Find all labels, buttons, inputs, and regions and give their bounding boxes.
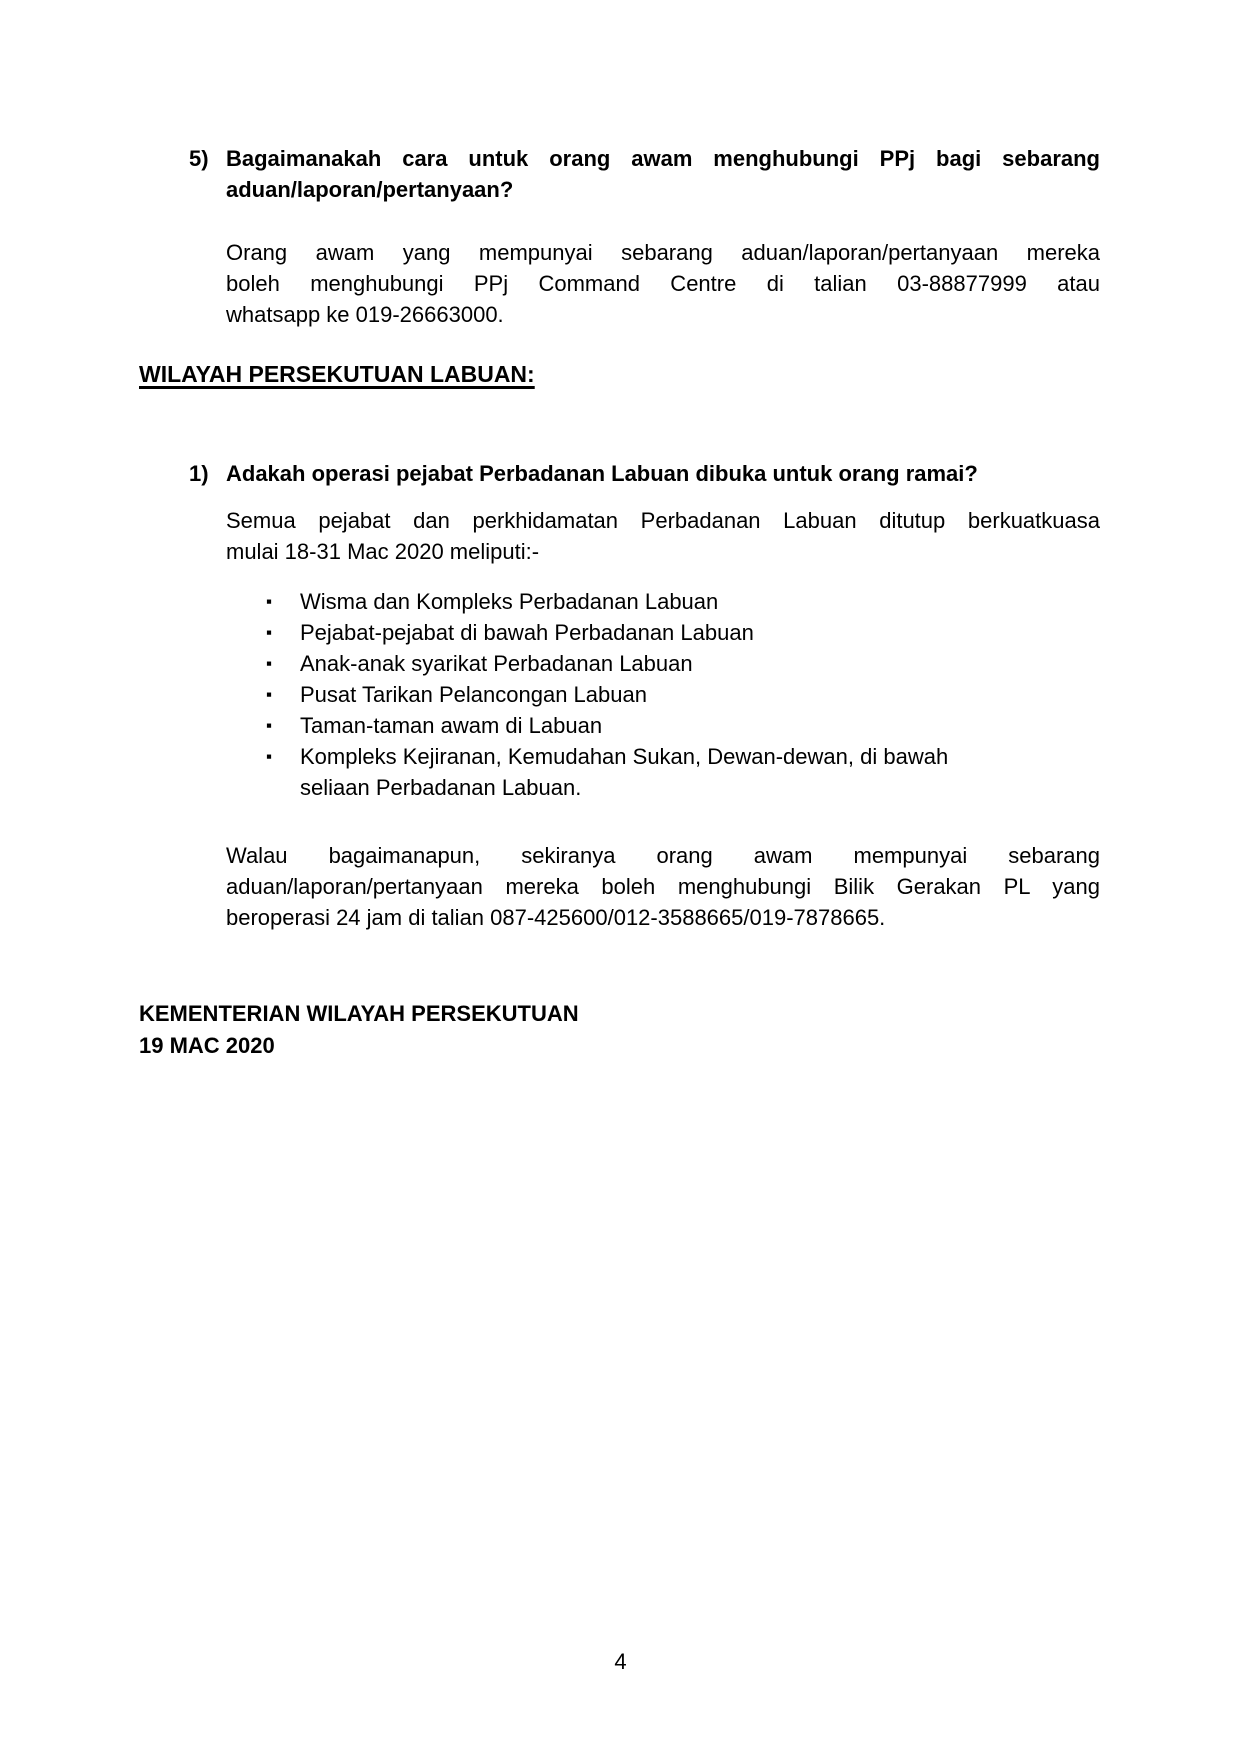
answer-paragraph-5 xyxy=(226,237,1100,330)
square-bullet-icon: ▪ xyxy=(266,623,273,642)
text-line: Taman-taman awam di Labuan xyxy=(300,713,603,738)
question-5-number: 5) xyxy=(189,146,209,171)
square-bullet-icon: ▪ xyxy=(266,592,273,611)
square-bullet-icon: ▪ xyxy=(266,654,273,673)
question-item-5 xyxy=(189,143,1100,205)
list-item-text xyxy=(300,617,1100,648)
text-line: beroperasi 24 jam di talian 087-425600/012-3588665/019-7878665. xyxy=(226,905,886,930)
text-line: Orang awam yang mempunyai sebarang aduan/laporan/pertanyaan mereka xyxy=(226,240,1100,265)
text-line: mulai 18-31 Mac 2020 meliputi:- xyxy=(226,539,540,564)
list-item-text xyxy=(300,710,1100,741)
text-line: Walau bagaimanapun, sekiranya orang awam mempunyai sebarang xyxy=(226,843,1100,868)
text-line: Pusat Tarikan Pelancongan Labuan xyxy=(300,682,647,707)
ministry-name: KEMENTERIAN WILAYAH PERSEKUTUAN xyxy=(139,1001,579,1026)
list-item-text xyxy=(300,679,1100,710)
text-line: Adakah operasi pejabat Perbadanan Labuan dibuka untuk orang ramai? xyxy=(226,461,978,486)
question-1-text xyxy=(226,458,1100,489)
list-item xyxy=(266,741,1100,803)
list-item xyxy=(266,586,1100,617)
question-item-1 xyxy=(189,458,1100,489)
text-line: aduan/laporan/pertanyaan mereka boleh menghubungi Bilik Gerakan PL yang xyxy=(226,874,1100,899)
closure-list xyxy=(266,586,1100,803)
square-bullet-icon: ▪ xyxy=(266,747,273,766)
text-line: Semua pejabat dan perkhidamatan Perbadanan Labuan ditutup berkuatkuasa xyxy=(226,508,1100,533)
list-item-text xyxy=(300,741,1100,803)
list-item xyxy=(266,648,1100,679)
text-line: Pejabat-pejabat di bawah Perbadanan Labuan xyxy=(300,620,754,645)
list-item xyxy=(266,679,1100,710)
text-line: Bagaimanakah cara untuk orang awam menghubungi PPj bagi sebarang xyxy=(226,146,1100,171)
closure-outro-paragraph xyxy=(226,840,1100,933)
page-number: 4 xyxy=(614,1649,627,1674)
list-item-text xyxy=(300,586,1100,617)
closure-intro-paragraph xyxy=(226,505,1100,567)
text-line: aduan/laporan/pertanyaan? xyxy=(226,177,514,202)
list-item-text xyxy=(300,648,1100,679)
square-bullet-icon: ▪ xyxy=(266,716,273,735)
document-date: 19 MAC 2020 xyxy=(139,1033,275,1058)
text-line: Anak-anak syarikat Perbadanan Labuan xyxy=(300,651,693,676)
text-line: Kompleks Kejiranan, Kemudahan Sukan, Dewan-dewan, di bawah xyxy=(300,744,949,769)
list-item xyxy=(266,617,1100,648)
section-heading-labuan: WILAYAH PERSEKUTUAN LABUAN: xyxy=(139,361,535,387)
question-5-text xyxy=(226,143,1100,205)
text-line: seliaan Perbadanan Labuan. xyxy=(300,775,582,800)
list-item xyxy=(266,710,1100,741)
signature-block xyxy=(139,998,579,1062)
text-line: whatsapp ke 019-26663000. xyxy=(226,302,504,327)
text-line: Wisma dan Kompleks Perbadanan Labuan xyxy=(300,589,719,614)
question-1-number: 1) xyxy=(189,461,209,486)
text-line: boleh menghubungi PPj Command Centre di talian 03-88877999 atau xyxy=(226,271,1100,296)
square-bullet-icon: ▪ xyxy=(266,685,273,704)
